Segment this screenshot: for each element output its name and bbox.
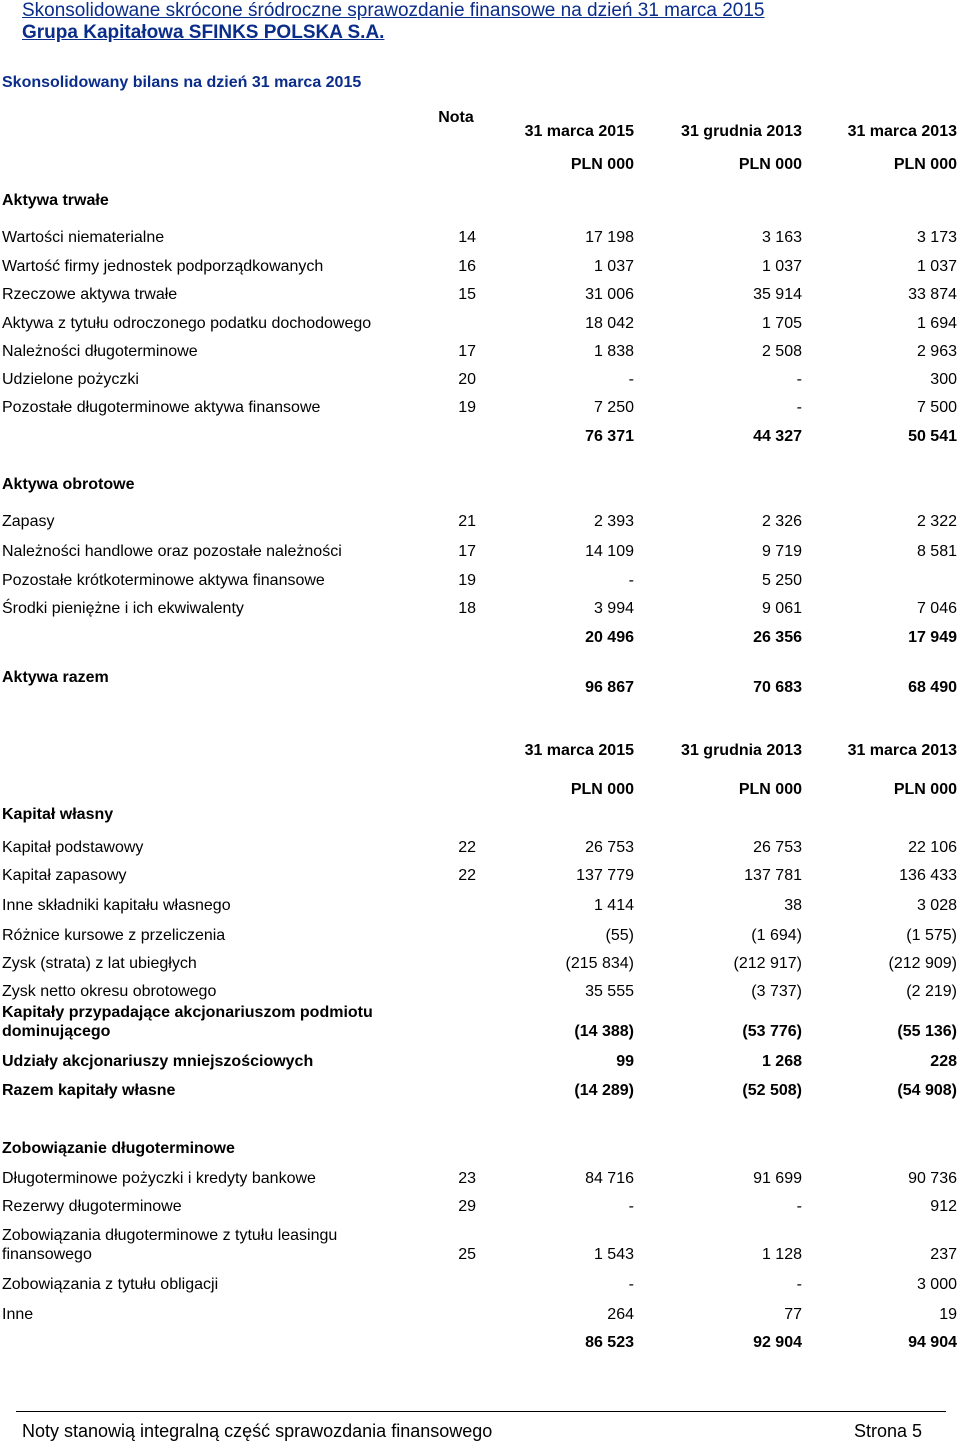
row-value-dec-2013: - [796,1198,802,1215]
total-assets-dec-2013: 70 683 [753,679,802,696]
row-value-dec-2013: (212 917) [733,955,802,972]
minority-interest-dec-2013: 1 268 [761,1053,802,1070]
row-nota: 22 [458,839,476,856]
liabilities-total-2015: 86 523 [585,1334,634,1351]
row-value-dec-2013: - [796,371,802,388]
row-value-2015: 137 779 [576,867,634,884]
parent-equity-label: Kapitały przypadające akcjonariuszom podmiotu dominującego [2,1004,373,1040]
row-value-dec-2013: - [796,1276,802,1293]
row-value-dec-2013: (1 694) [751,927,802,944]
total-assets-mar-2013: 68 490 [908,679,957,696]
liabilities-total-dec-2013: 92 904 [753,1334,802,1351]
row-label: Należności handlowe oraz pozostałe należności [2,543,342,560]
current-assets-heading: Aktywa obrotowe [2,476,135,493]
row-label: Kapitał podstawowy [2,839,144,856]
row-value-dec-2013: 91 699 [753,1170,802,1187]
total-equity-label: Razem kapitały własne [2,1082,176,1099]
row-value-dec-2013: (3 737) [751,983,802,1000]
total-equity-2015: (14 289) [574,1082,634,1099]
fixed-assets-total-mar-2013: 50 541 [908,428,957,445]
unit-header-1: PLN 000 [570,156,634,173]
liabilities-total-mar-2013: 94 904 [908,1334,957,1351]
row-value-mar-2013: 3 028 [916,897,957,914]
row-value-dec-2013: 137 781 [744,867,802,884]
page-number: Strona 5 [853,1421,922,1441]
row-value-2015: 7 250 [593,399,634,416]
row-label: Rezerwy długoterminowe [2,1198,182,1215]
row-value-dec-2013: 1 037 [761,258,802,275]
footer-note: Noty stanowią integralną część sprawozdania finansowego [22,1421,493,1441]
row-label: Zysk (strata) z lat ubiegłych [2,955,197,972]
row-value-mar-2013: 90 736 [908,1170,957,1187]
current-assets-total-mar-2013: 17 949 [908,629,957,646]
row-value-mar-2013: 300 [930,371,957,388]
row-nota: 29 [458,1198,476,1215]
row-nota: 25 [458,1246,476,1263]
row-value-mar-2013: 2 322 [916,513,957,530]
row-label: Zysk netto okresu obrotowego [2,983,217,1000]
row-nota: 18 [458,600,476,617]
fixed-assets-heading: Aktywa trwałe [2,192,109,209]
row-label: Zobowiązania z tytułu obligacji [2,1276,219,1293]
row-value-mar-2013: 2 963 [916,343,957,360]
parent-equity-dec-2013: (53 776) [742,1023,802,1040]
total-assets-heading: Aktywa razem [2,669,109,686]
row-label: Wartość firmy jednostek podporządkowanych [2,258,324,275]
row-value-2015: 84 716 [585,1170,634,1187]
fixed-assets-total-dec-2013: 44 327 [753,428,802,445]
row-value-dec-2013: 77 [784,1306,802,1323]
row-label: Rzeczowe aktywa trwałe [2,286,178,303]
total-equity-mar-2013: (54 908) [897,1082,957,1099]
row-label: Pozostałe krótkoterminowe aktywa finansowe [2,572,325,589]
row-value-2015: 18 042 [585,315,634,332]
row-value-dec-2013: 9 719 [761,543,802,560]
row-label: Pozostałe długoterminowe aktywa finansowe [2,399,321,416]
row-nota: 15 [458,286,476,303]
row-nota: 16 [458,258,476,275]
total-assets-2015: 96 867 [585,679,634,696]
equity-heading: Kapitał własny [2,806,114,823]
row-nota: 14 [458,229,476,246]
row-label: Inne [2,1306,34,1323]
company-name: Grupa Kapitałowa SFINKS POLSKA S.A. [22,22,385,43]
row-label: Wartości niematerialne [2,229,165,246]
col-header-mar-2013-equity: 31 marca 2013 [847,742,957,759]
row-label: Zapasy [2,513,55,530]
row-value-dec-2013: - [796,399,802,416]
row-value-2015: 31 006 [585,286,634,303]
col-header-mar-2013: 31 marca 2013 [847,123,957,140]
row-value-mar-2013: 22 106 [908,839,957,856]
row-value-2015: 264 [607,1306,634,1323]
row-label: Inne składniki kapitału własnego [2,897,231,914]
row-value-mar-2013: 237 [930,1246,957,1263]
row-value-2015: - [628,1276,634,1293]
row-value-2015: 1 543 [593,1246,634,1263]
row-value-dec-2013: 1 705 [761,315,802,332]
current-assets-total-dec-2013: 26 356 [753,629,802,646]
row-nota: 20 [458,371,476,388]
row-value-mar-2013: 1 694 [916,315,957,332]
row-value-mar-2013: 8 581 [916,543,957,560]
row-label: Zobowiązania długoterminowe z tytułu leasingu finansowego [2,1227,338,1263]
row-value-mar-2013: 19 [939,1306,957,1323]
row-value-dec-2013: 1 128 [761,1246,802,1263]
row-value-mar-2013: 7 046 [916,600,957,617]
row-value-2015: (215 834) [565,955,634,972]
col-header-dec-2013: 31 grudnia 2013 [681,123,802,140]
row-label: Udzielone pożyczki [2,371,139,388]
row-value-dec-2013: 3 163 [761,229,802,246]
row-value-2015: - [628,1198,634,1215]
row-nota: 19 [458,572,476,589]
row-value-2015: 14 109 [585,543,634,560]
report-title: Skonsolidowane skrócone śródroczne sprawozdanie finansowe na dzień 31 marca 2015 [22,0,765,21]
row-nota: 19 [458,399,476,416]
col-header-2015-equity: 31 marca 2015 [524,742,634,759]
row-value-dec-2013: 2 508 [761,343,802,360]
row-value-mar-2013: 1 037 [916,258,957,275]
row-value-2015: 1 838 [593,343,634,360]
row-value-2015: 1 037 [593,258,634,275]
row-value-2015: 1 414 [593,897,634,914]
col-header-2015: 31 marca 2015 [524,123,634,140]
row-value-dec-2013: 9 061 [761,600,802,617]
row-value-2015: 17 198 [585,229,634,246]
minority-interest-mar-2013: 228 [930,1053,957,1070]
minority-interest-label: Udziały akcjonariuszy mniejszościowych [2,1053,314,1070]
row-nota: 17 [458,343,476,360]
row-value-dec-2013: 38 [784,897,802,914]
footer-divider [16,1411,946,1412]
row-value-mar-2013: (212 909) [888,955,957,972]
fixed-assets-total-2015: 76 371 [585,428,634,445]
row-value-dec-2013: 26 753 [753,839,802,856]
row-value-mar-2013: 3 000 [916,1276,957,1293]
row-value-mar-2013: 136 433 [899,867,957,884]
row-label: Należności długoterminowe [2,343,198,360]
current-assets-total-2015: 20 496 [585,629,634,646]
balance-sheet-title: Skonsolidowany bilans na dzień 31 marca 2015 [2,74,362,91]
row-nota: 23 [458,1170,476,1187]
unit-header-equity-3: PLN 000 [893,781,957,798]
row-value-2015: (55) [605,927,634,944]
col-header-dec-2013-equity: 31 grudnia 2013 [681,742,802,759]
row-value-mar-2013: (1 575) [906,927,957,944]
col-header-nota: Nota [438,109,474,126]
unit-header-3: PLN 000 [893,156,957,173]
row-value-mar-2013: 3 173 [916,229,957,246]
row-value-dec-2013: 2 326 [761,513,802,530]
parent-equity-mar-2013: (55 136) [897,1023,957,1040]
row-label: Różnice kursowe z przeliczenia [2,927,226,944]
row-value-mar-2013: (2 219) [906,983,957,1000]
row-value-2015: - [628,371,634,388]
row-value-2015: 2 393 [593,513,634,530]
total-equity-dec-2013: (52 508) [742,1082,802,1099]
row-value-mar-2013: 7 500 [916,399,957,416]
long-term-liabilities-heading: Zobowiązanie długoterminowe [2,1140,235,1157]
unit-header-equity-1: PLN 000 [570,781,634,798]
row-value-2015: 35 555 [585,983,634,1000]
row-nota: 17 [458,543,476,560]
row-value-2015: - [628,572,634,589]
minority-interest-2015: 99 [616,1053,634,1070]
unit-header-2: PLN 000 [738,156,802,173]
row-value-dec-2013: 35 914 [753,286,802,303]
row-value-mar-2013: 33 874 [908,286,957,303]
row-value-2015: 26 753 [585,839,634,856]
row-nota: 22 [458,867,476,884]
row-label: Środki pieniężne i ich ekwiwalenty [2,600,244,617]
row-value-dec-2013: 5 250 [761,572,802,589]
row-label: Długoterminowe pożyczki i kredyty bankowe [2,1170,316,1187]
parent-equity-2015: (14 388) [574,1023,634,1040]
row-label: Kapitał zapasowy [2,867,127,884]
row-value-2015: 3 994 [593,600,634,617]
unit-header-equity-2: PLN 000 [738,781,802,798]
row-nota: 21 [458,513,476,530]
row-value-mar-2013: 912 [930,1198,957,1215]
row-label: Aktywa z tytułu odroczonego podatku dochodowego [2,315,372,332]
